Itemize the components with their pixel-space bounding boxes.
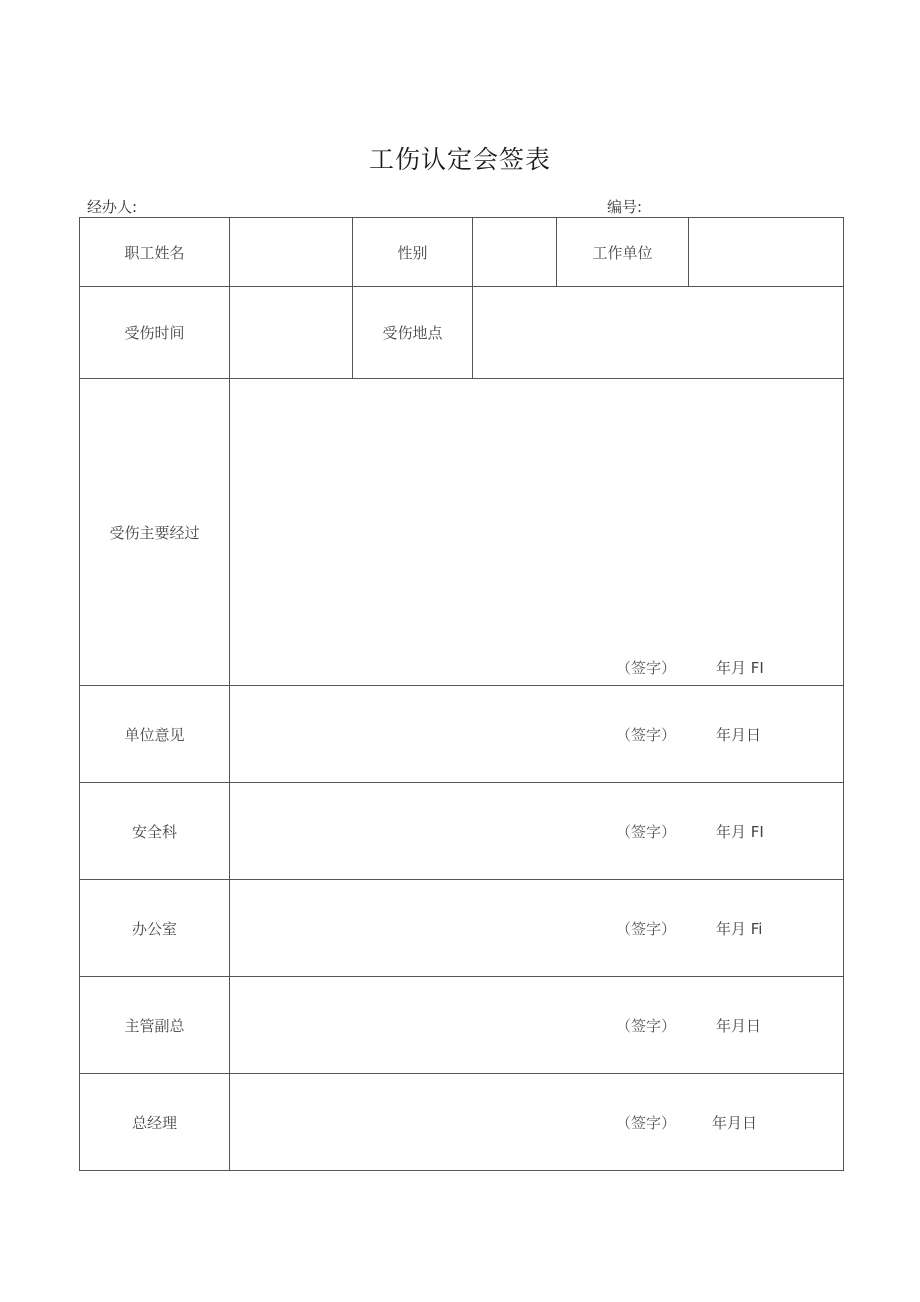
table-row — [80, 686, 844, 783]
table-row — [80, 880, 844, 977]
signature-label: （签字） — [616, 823, 677, 841]
table-row — [80, 977, 844, 1074]
table-row — [80, 287, 844, 379]
signature-label: （签字） — [616, 1114, 677, 1132]
injury-process-field[interactable] — [230, 379, 844, 686]
table-row — [80, 1074, 844, 1171]
signature-label: （签字） — [616, 1017, 677, 1035]
office-field[interactable] — [230, 880, 844, 977]
handler-label: 经办人: — [87, 198, 138, 216]
date-label: 年月日 — [716, 726, 762, 744]
date-label: 年月 FI — [716, 823, 764, 841]
signature-label: （签字） — [616, 659, 677, 677]
deputy-manager-label: 主管副总 — [80, 977, 230, 1074]
signoff-form-table — [79, 217, 844, 1171]
signature-label: （签字） — [616, 726, 677, 744]
injury-time-label: 受伤时间 — [80, 287, 230, 379]
injury-place-label: 受伤地点 — [353, 287, 473, 379]
date-label: 年月 Fi — [716, 920, 763, 938]
signature-label: （签字） — [616, 920, 677, 938]
general-manager-label: 总经理 — [80, 1074, 230, 1171]
date-label: 年月 FI — [716, 659, 764, 677]
page-title: 工伤认定会签表 — [368, 145, 551, 174]
employee-name-label: 职工姓名 — [80, 218, 230, 287]
workplace-field[interactable] — [689, 218, 844, 287]
general-manager-field[interactable] — [230, 1074, 844, 1171]
injury-place-field[interactable] — [473, 287, 844, 379]
table-row — [80, 218, 844, 287]
unit-opinion-label: 单位意见 — [80, 686, 230, 783]
date-label: 年月日 — [716, 1017, 762, 1035]
date-label: 年月日 — [712, 1114, 758, 1132]
safety-dept-label: 安全科 — [80, 783, 230, 880]
injury-process-label: 受伤主要经过 — [80, 379, 230, 686]
gender-label: 性别 — [353, 218, 473, 287]
table-row — [80, 379, 844, 686]
unit-opinion-field[interactable] — [230, 686, 844, 783]
employee-name-field[interactable] — [230, 218, 353, 287]
office-label: 办公室 — [80, 880, 230, 977]
workplace-label: 工作单位 — [557, 218, 689, 287]
deputy-manager-field[interactable] — [230, 977, 844, 1074]
gender-field[interactable] — [473, 218, 557, 287]
table-row — [80, 783, 844, 880]
injury-time-field[interactable] — [230, 287, 353, 379]
safety-dept-field[interactable] — [230, 783, 844, 880]
number-label: 编号: — [607, 198, 643, 216]
